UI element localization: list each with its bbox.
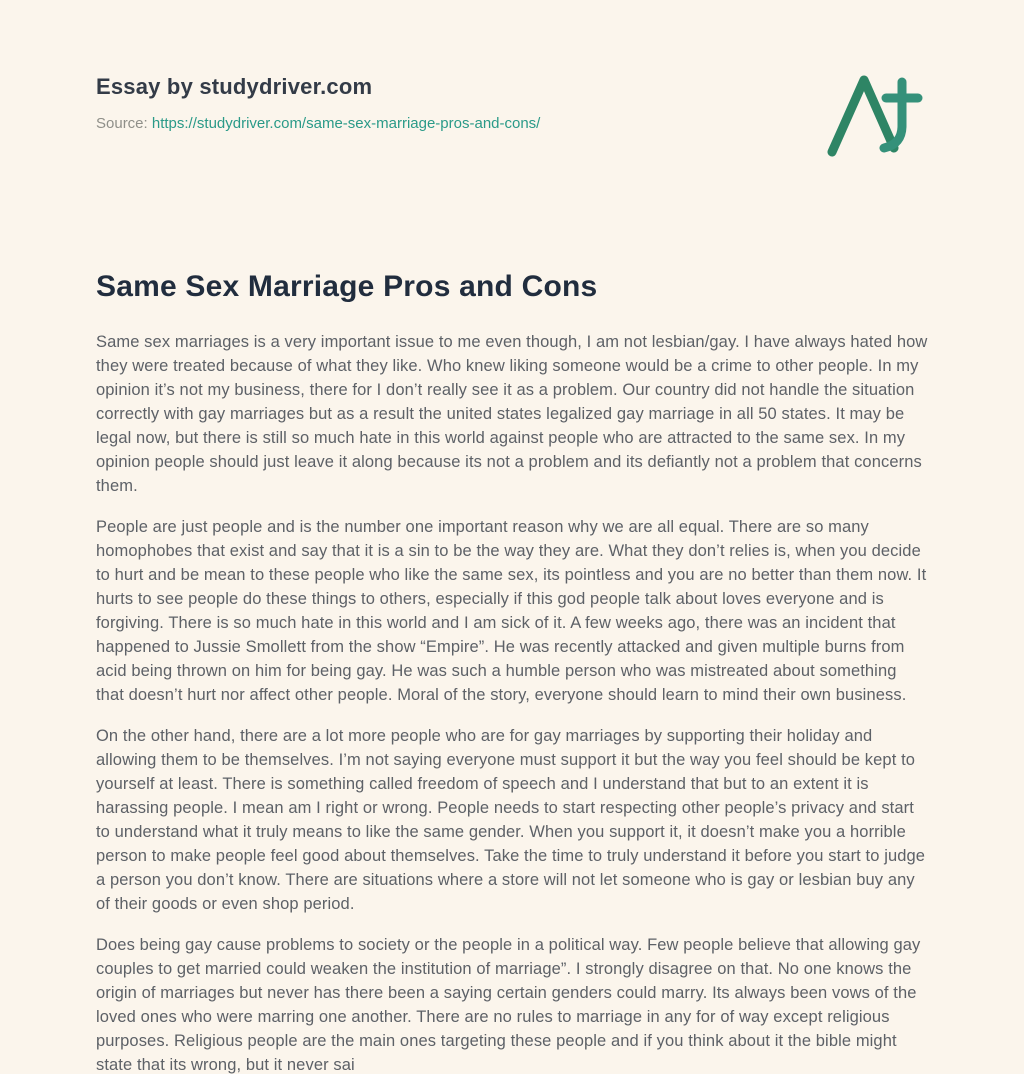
byline: Essay by studydriver.com xyxy=(96,74,373,99)
page-header xyxy=(96,74,928,160)
source-line xyxy=(96,115,540,132)
essay-paragraph: People are just people and is the number one important reason why we are all equal. There are so many homophobes that exist and say that it is a sin to be the way they are. What they don’t relies is, when you decide to hurt and be mean to these people who like the same sex, its pointless and you are no better than them now. It hurts to see people do these things to others, especially if this god people talk about loves everyone and is forgiving. There is so much hate in this world and I am sick of it. A few weeks ago, there was an incident that happened to Jussie Smollett from the show “Empire”. He was recently attacked and given multiple burns from acid being thrown on him for being gay. He was such a humble person who was mistreated about something that doesn’t hurt nor affect other people. Moral of the story, everyone should learn to mind their own business. xyxy=(96,518,927,704)
header-text-block xyxy=(96,74,540,132)
studydriver-logo-icon xyxy=(820,68,924,160)
essay-title: Same Sex Marriage Pros and Cons xyxy=(96,270,598,303)
source-link[interactable]: https://studydriver.com/same-sex-marriage-pros-and-cons/ xyxy=(151,115,541,132)
essay-paragraph: Same sex marriages is a very important issue to me even though, I am not lesbian/gay. I have always hated how they were treated because of what they like. Who knew liking someone would be a crime to other people. In my opinion it’s not my business, there for I don’t really see it as a problem. Our country did not handle the situation correctly with gay marriages but as a result the united states legalized gay marriage in all 50 states. It may be legal now, but there is still so much hate in this world against people who are attracted to the same sex. In my opinion people should just leave it along because its not a problem and its defiantly not a problem that concerns them. xyxy=(96,333,928,495)
essay-paragraph: On the other hand, there are a lot more people who are for gay marriages by supporting their holiday and allowing them to be themselves. I’m not saying everyone must support it but the way you feel should be kept to yourself at least. There is something called freedom of speech and I understand that but to an extent it is harassing people. I mean am I right or wrong. People needs to start respecting other people’s privacy and start to understand what it truly means to like the same gender. When you support it, it doesn’t make you a horrible person to make people feel good about themselves. Take the time to truly understand it before you start to judge a person you don’t know. There are situations where a store will not let someone who is gay or lesbian buy any of their goods or even shop period. xyxy=(96,727,926,913)
essay-paragraph: Does being gay cause problems to society or the people in a political way. Few people believe that allowing gay couples to get married could weaken the institution of marriage”. I strongly disagree on that. No one knows the origin of marriages but never has there been a saying certain genders could marry. Its always been vows of the loved ones who were marring one another. There are no rules to marriage in any for of way except religious purposes. Religious people are the main ones targeting these people and if you think about it the bible might state that its wrong, but it never sai xyxy=(96,936,921,1074)
source-label: Source: xyxy=(96,115,148,132)
essay-paragraphs xyxy=(96,330,928,1074)
